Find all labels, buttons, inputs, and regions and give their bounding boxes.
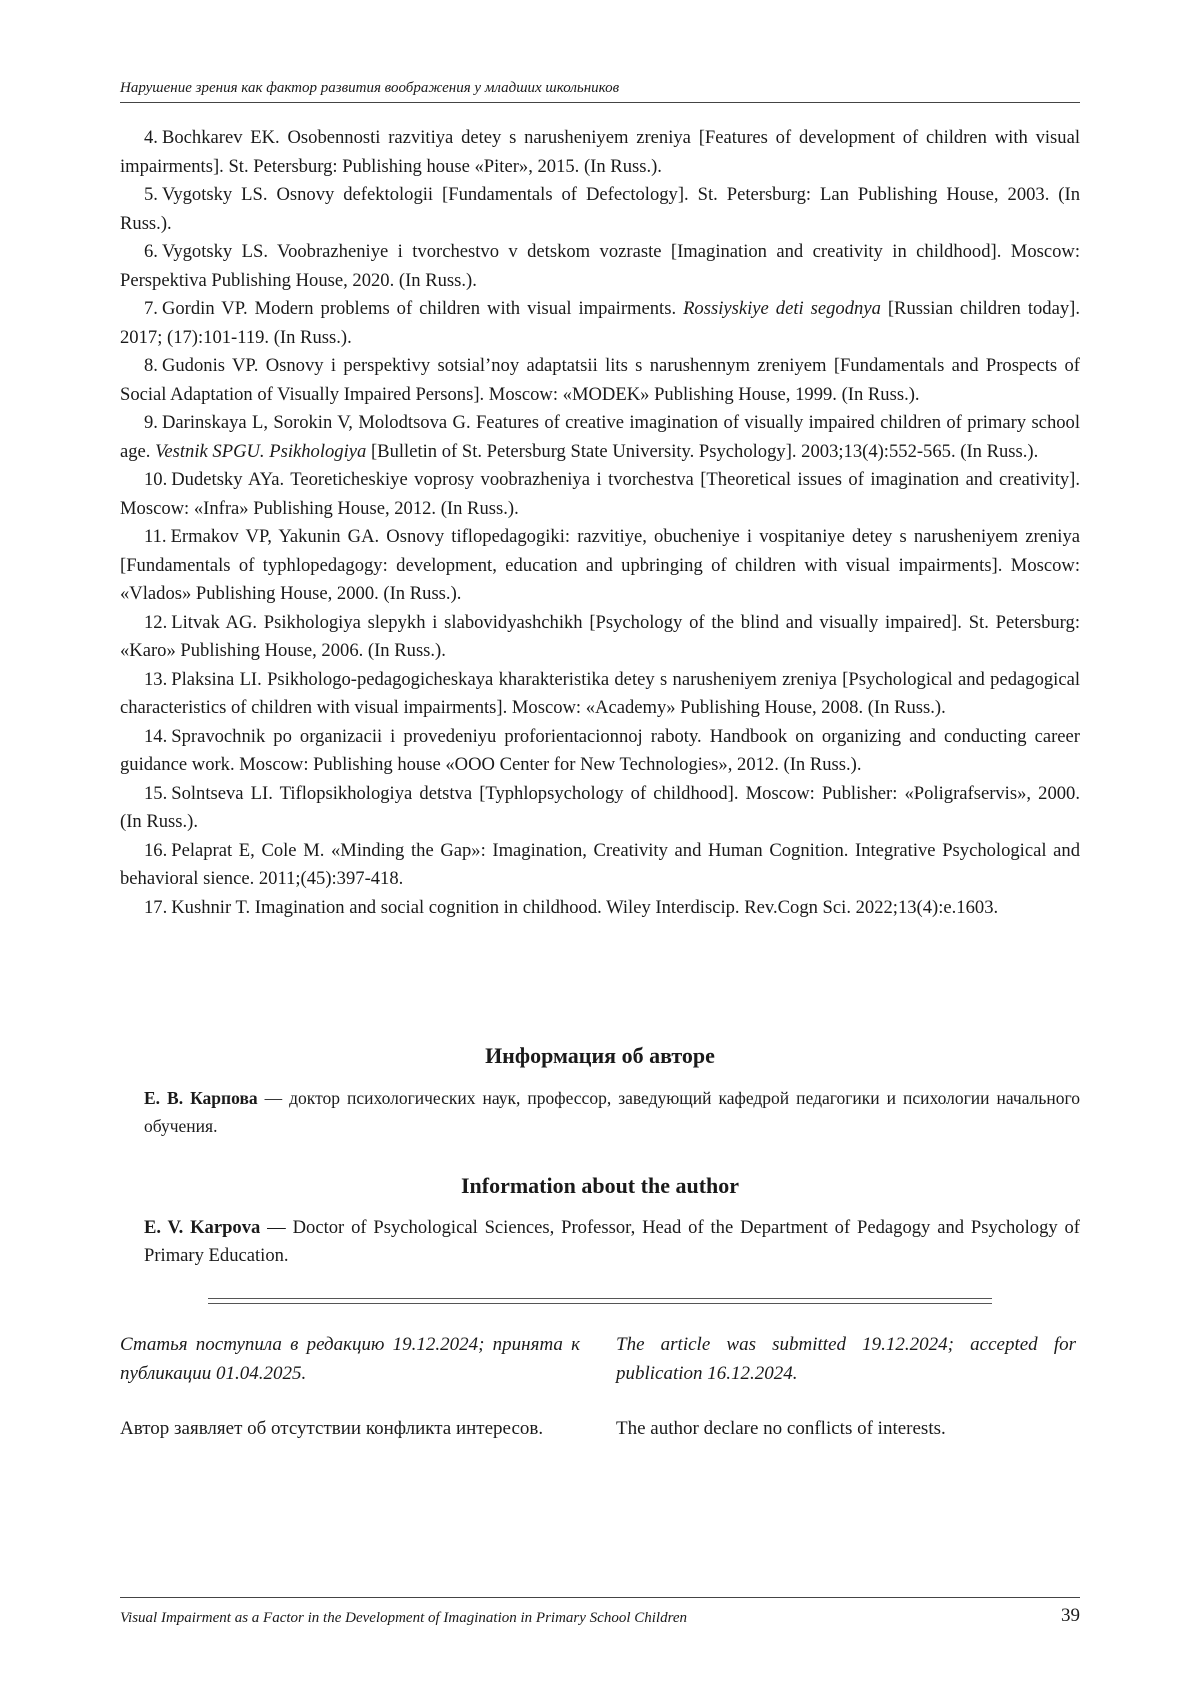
reference-text: Dudetsky AYa. Teoreticheskiye voprosy voobrazheniya i tvorchestva [Theoretical issues of imagination and creativity]. Moscow: «Infra» Publishing House, 2012. (In Russ.). xyxy=(120,469,1080,519)
reference-text: Vygotsky LS. Osnovy defektologii [Fundamentals of Defectology]. St. Petersburg: Lan Publishing House, 2003. (In Russ.). xyxy=(120,184,1080,234)
author-name-en: E. V. Karpova xyxy=(144,1217,261,1238)
reference-item xyxy=(120,124,1080,181)
reference-text: Ermakov VP, Yakunin GA. Osnovy tiflopedagogiki: razvitiye, obucheniye i vospitaniye detey s narusheniyem zreniya [Fundamentals of typhlopedagogy: development, education and upbringing of children with visual impairments]. Moscow: «Vlados» Publishing House, 2000. (In Russ.). xyxy=(120,526,1080,604)
reference-number: 6. xyxy=(144,241,158,262)
reference-number: 10. xyxy=(144,469,168,490)
reference-item xyxy=(120,238,1080,295)
reference-item xyxy=(120,894,1080,923)
reference-text: Plaksina LI. Psikhologo-pedagogicheskaya kharakteristika detey s narusheniyem zreniya [Psychological and pedagogical characteristics of children with visual impairments]. Moscow: «Academy» Publishing House, 2008. (In Russ.). xyxy=(120,668,1080,718)
reference-number: 16. xyxy=(144,839,168,861)
reference-item xyxy=(120,181,1080,238)
reference-text: Litvak AG. Psikhologiya slepykh i slabovidyashchikh [Psychology of the blind and visually impaired]. St. Petersburg: «Karo» Publishing House, 2006. (In Russ.). xyxy=(120,611,1080,661)
reference-item xyxy=(120,523,1080,609)
reference-number: 12. xyxy=(144,611,168,633)
reference-text-continued: [Russian children today]. 2017; (17):101-119. (In Russ.). xyxy=(120,298,1080,348)
reference-item xyxy=(120,352,1080,409)
author-info-title-ru: Информация об авторе xyxy=(485,1043,715,1068)
author-name-ru: Е. В. Карпова xyxy=(144,1088,258,1108)
header-rule xyxy=(120,102,1080,103)
reference-number: 5. xyxy=(144,184,158,205)
section-divider xyxy=(208,1298,992,1304)
reference-number: 14. xyxy=(144,725,168,747)
reference-number: 9. xyxy=(144,412,158,433)
author-desc-en: — Doctor of Psychological Sciences, Professor, Head of the Department of Pedagogy and Psychology of Primary Education. xyxy=(144,1217,1080,1266)
reference-item xyxy=(120,409,1080,466)
reference-number: 17. xyxy=(144,896,168,918)
submission-note-ru: Статья поступила в редакцию 19.12.2024; принята к публикации 01.04.2025. xyxy=(120,1334,580,1384)
author-info-en xyxy=(144,1214,1080,1270)
reference-text: Pelaprat E, Cole M. «Minding the Gap»: Imagination, Creativity and Human Cognition. Integrative Psychological and behavioral sience. 2011;(45):397-418. xyxy=(120,839,1080,889)
reference-number: 11. xyxy=(144,526,167,547)
page-number: 39 xyxy=(1061,1605,1080,1626)
reference-number: 8. xyxy=(144,355,158,376)
reference-journal: Vestnik SPGU. Psikhologiya xyxy=(155,440,367,462)
reference-text: Gudonis VP. Osnovy i perspektivy sotsial’noy adaptatsii lits s narushennym zreniyem [Fundamentals and Prospects of Social Adaptation of Visually Impaired Persons]. Moscow: «MODEK» Publishing House, 1999. (In Russ.). xyxy=(120,355,1080,405)
reference-text-continued: [Bulletin of St. Petersburg State University. Psychology]. 2003;13(4):552-565. (In Russ.). xyxy=(366,440,1039,462)
reference-item xyxy=(120,723,1080,780)
reference-text: Bochkarev EK. Osobennosti razvitiya detey s narusheniyem zreniya [Features of development of children with visual impairments]. St. Petersburg: Publishing house «Piter», 2015. (In Russ.). xyxy=(120,127,1080,177)
author-info-ru xyxy=(144,1084,1080,1140)
paper-page xyxy=(120,0,1080,1697)
author-info-title-en: Information about the author xyxy=(460,1173,740,1198)
reference-item xyxy=(120,466,1080,523)
reference-item xyxy=(120,837,1080,894)
reference-item xyxy=(120,666,1080,723)
reference-text: Vygotsky LS. Voobrazheniye i tvorchestvo v detskom vozraste [Imagination and creativity in childhood]. Moscow: Perspektiva Publishing House, 2020. (In Russ.). xyxy=(120,241,1080,291)
running-header: Нарушение зрения как фактор развития воображения у младших школьников xyxy=(120,80,620,96)
reference-number: 4. xyxy=(144,127,158,148)
reference-text: Gordin VP. Modern problems of children with visual impairments. xyxy=(161,298,684,319)
reference-number: 13. xyxy=(144,668,168,690)
author-desc-ru: — доктор психологических наук, профессор, заведующий кафедрой педагогики и психологии начального обучения. xyxy=(144,1088,1080,1136)
conflict-note-en: The author declare no conflicts of interests. xyxy=(616,1418,946,1439)
reference-text: Spravochnik po organizacii i provedeniyu proforientacionnoj raboty. Handbook on organizing and conducting career guidance work. Moscow: Publishing house «OOO Center for New Technologies», 2012. (In Russ.). xyxy=(120,725,1080,775)
reference-number: 7. xyxy=(144,298,158,319)
reference-item xyxy=(120,295,1080,352)
reference-item xyxy=(120,609,1080,666)
reference-text: Kushnir T. Imagination and social cognition in childhood. Wiley Interdiscip. Rev.Cogn Sci. 2022;13(4):e.1603. xyxy=(171,896,999,918)
footer-rule xyxy=(120,1597,1080,1598)
reference-text: Solntseva LI. Tiflopsikhologiya detstva [Typhlopsychology of childhood]. Moscow: Publisher: «Poligrafservis», 2000. (In Russ.). xyxy=(120,782,1080,832)
reference-number: 15. xyxy=(144,782,168,804)
reference-list xyxy=(120,124,1080,922)
reference-item xyxy=(120,780,1080,837)
reference-text: Darinskaya L, Sorokin V, Molodtsova G. Features of creative imagination of visually impaired children of primary school age. xyxy=(120,412,1080,462)
running-footer: Visual Impairment as a Factor in the Development of Imagination in Primary School Children xyxy=(120,1610,688,1626)
conflict-note-ru: Автор заявляет об отсутствии конфликта интересов. xyxy=(120,1418,544,1439)
reference-journal: Rossiyskiye deti segodnya xyxy=(683,298,881,319)
submission-note-en: The article was submitted 19.12.2024; accepted for publication 16.12.2024. xyxy=(616,1334,1076,1384)
